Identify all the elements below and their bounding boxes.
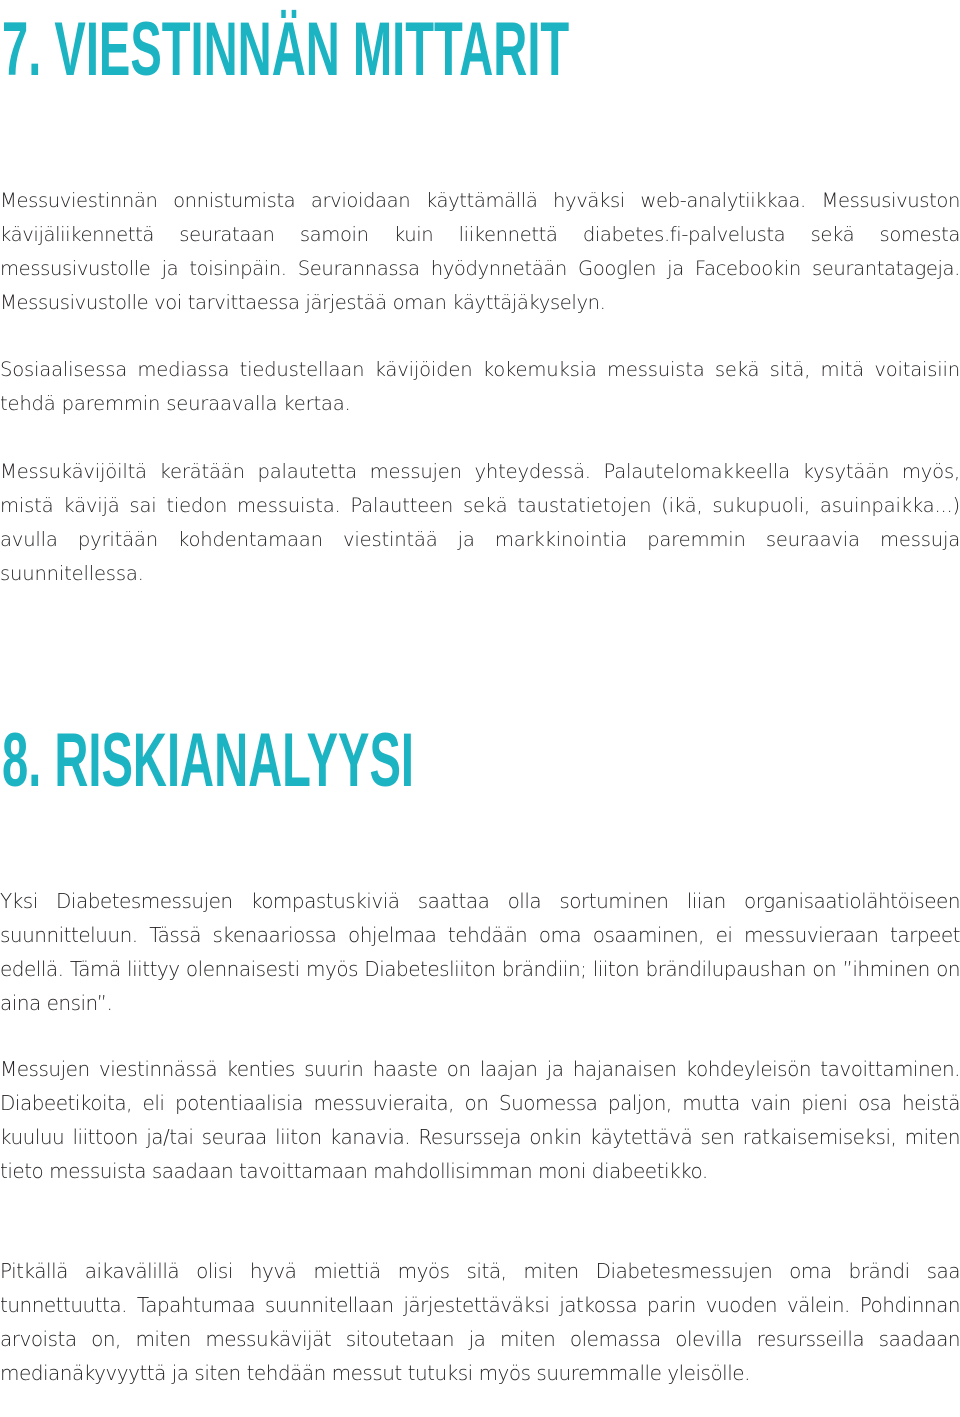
section-8-paragraph-1: Yksi Diabetesmessujen kompastuskiviä saattaa olla sortuminen liian organisaatiolähtöiseen suunnitteluun. Tässä skenaariossa ohjelmaa tehdään oma osaaminen, ei messuvieraan tarpeet edellä. Tämä liittyy olennaisesti myös Diabetesliiton brändiin; liiton brändilupaushan on ”ihminen on aina ensin”.	[0, 889, 960, 1015]
section-7-heading: 7. VIESTINNÄN MITTARIT	[2, 7, 570, 92]
section-7-paragraph-2: Sosiaalisessa mediassa tiedustellaan kävijöiden kokemuksia messuista sekä sitä, mitä voitaisiin tehdä paremmin seuraavalla kertaa.	[0, 358, 960, 415]
section-7-paragraph-1: Messuviestinnän onnistumista arvioidaan käyttämällä hyväksi web-analytiikkaa. Messusivuston kävijäliikennettä seurataan samoin kuin liikennettä diabetes.fi-palvelusta sekä somesta messusivustolle ja toisinpäin. Seurannassa hyödynnetään Googlen ja Facebookin seurantatageja. Messusivustolle voi tarvittaessa järjestää oman käyttäjäkyselyn.	[0, 189, 960, 314]
section-7-paragraph-3: Messukävijöiltä kerätään palautetta messujen yhteydessä. Palautelomakkeella kysytään myös, mistä kävijä sai tiedon messuista. Palautteen sekä taustatietojen (ikä, sukupuoli, asuinpaikka...) avulla pyritään kohdentamaan viestintää ja markkinointia paremmin seuraavia messuja suunnitellessa.	[0, 460, 960, 585]
section-8-paragraph-2: Messujen viestinnässä kenties suurin haaste on laajan ja hajanaisen kohdeyleisön tavoittaminen. Diabeetikoita, eli potentiaalisia messuvieraita, on Suomessa paljon, mutta vain pieni osa heistä kuuluu liittoon ja/tai seuraa liiton kanavia. Resursseja onkin käytettävä sen ratkaisemiseksi, miten tieto messuista saadaan tavoittamaan mahdollisimman moni diabeetikko.	[0, 1057, 960, 1183]
section-8-paragraph-3: Pitkällä aikavälillä olisi hyvä miettiä myös sitä, miten Diabetesmessujen oma brändi saa tunnettuutta. Tapahtumaa suunnitellaan järjestettäväksi jatkossa parin vuoden välein. Pohdinnan arvoista on, miten messukävijät sitoutetaan ja miten olemassa olevilla resursseilla saadaan medianäkyvyyttä ja siten tehdään messut tutuksi myös suuremmalle yleisölle.	[0, 1259, 960, 1385]
section-8-heading: 8. RISKIANALYYSI	[2, 718, 414, 803]
